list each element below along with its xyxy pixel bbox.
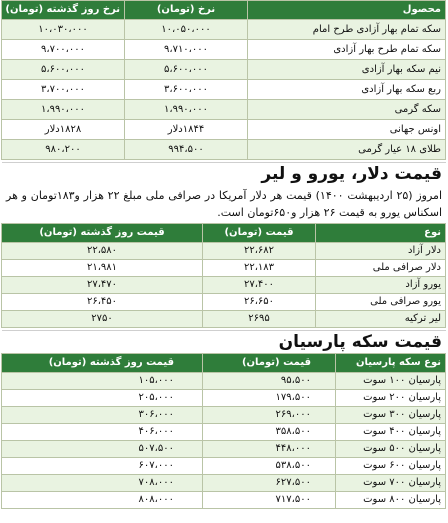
cell-price: ۱،۹۹۰،۰۰۰ <box>125 100 248 120</box>
cell-prev-price: ۸۰۸،۰۰۰ <box>2 492 203 509</box>
cell-type: دلار آزاد <box>316 243 446 260</box>
parsian-section-title: قیمت سکه پارسیان <box>278 332 442 352</box>
cell-price: ۱۷۹،۵۰۰ <box>203 390 336 407</box>
column-header-coin-type: نوع سکه پارسیان <box>336 354 446 373</box>
currency-paragraph: امروز (۲۵ اردیبهشت ۱۴۰۰) قیمت هر دلار آمریکا در صرافی ملی مبلغ ۲۲ هزار و۱۸۳تومان و هر اسکناس یورو به قیمت ۲۶ هزار و۶۵۰تومان است. <box>6 189 443 219</box>
table-row <box>2 120 446 140</box>
cell-price: ۶۲۷،۵۰۰ <box>203 475 336 492</box>
table-row <box>2 407 446 424</box>
cell-prev-price: ۱۰۵،۰۰۰ <box>2 373 203 390</box>
table-header-row <box>2 224 446 243</box>
table-row <box>2 140 446 160</box>
cell-coin-type: پارسیان ۸۰۰ سوت <box>336 492 446 509</box>
column-header-type: نوع <box>316 224 446 243</box>
table-row <box>2 260 446 277</box>
column-header-price: قیمت (تومان) <box>203 224 316 243</box>
table-row <box>2 100 446 120</box>
parsian-coin-table <box>1 353 446 509</box>
cell-coin-type: پارسیان ۱۰۰ سوت <box>336 373 446 390</box>
cell-coin-type: پارسیان ۴۰۰ سوت <box>336 424 446 441</box>
table-row <box>2 243 446 260</box>
cell-price: ۹۹۴،۵۰۰ <box>125 140 248 160</box>
cell-price: ۱۰،۰۵۰،۰۰۰ <box>125 20 248 40</box>
currency-prices-table <box>1 223 446 328</box>
table-row <box>2 40 446 60</box>
cell-type: دلار صرافی ملی <box>316 260 446 277</box>
table-row <box>2 373 446 390</box>
cell-price: ۹۵،۵۰۰ <box>203 373 336 390</box>
cell-price: ۵۳۸،۵۰۰ <box>203 458 336 475</box>
cell-price: ۵،۶۰۰،۰۰۰ <box>125 60 248 80</box>
cell-prev-price: ۱۸۲۸دلار <box>2 120 125 140</box>
column-header-price: نرخ (تومان) <box>125 1 248 20</box>
column-header-prev-price: قیمت روز گذشته (تومان) <box>2 224 203 243</box>
cell-prev-price: ۲۷۵۰ <box>2 311 203 328</box>
table-row <box>2 475 446 492</box>
cell-prev-price: ۲۶،۴۵۰ <box>2 294 203 311</box>
cell-prev-price: ۶۰۷،۰۰۰ <box>2 458 203 475</box>
cell-price: ۲۶،۶۵۰ <box>203 294 316 311</box>
table-row <box>2 20 446 40</box>
cell-coin-type: پارسیان ۷۰۰ سوت <box>336 475 446 492</box>
coin-prices-table <box>1 0 446 160</box>
cell-coin-type: پارسیان ۳۰۰ سوت <box>336 407 446 424</box>
table-header-row <box>2 1 446 20</box>
currency-section-title: قیمت دلار، یورو و لیر <box>261 164 442 184</box>
cell-product: نیم سکه بهار آزادی <box>248 60 446 80</box>
cell-price: ۲۷،۴۰۰ <box>203 277 316 294</box>
cell-price: ۱۸۴۴دلار <box>125 120 248 140</box>
column-header-product: محصول <box>248 1 446 20</box>
cell-coin-type: پارسیان ۲۰۰ سوت <box>336 390 446 407</box>
table-row <box>2 277 446 294</box>
cell-prev-price: ۵۰۷،۵۰۰ <box>2 441 203 458</box>
cell-prev-price: ۳۰۶،۰۰۰ <box>2 407 203 424</box>
cell-type: یورو صرافی ملی <box>316 294 446 311</box>
table-row <box>2 390 446 407</box>
table-row <box>2 60 446 80</box>
column-header-prev-price: نرخ روز گذشته (تومان) <box>2 1 125 20</box>
cell-prev-price: ۳،۷۰۰،۰۰۰ <box>2 80 125 100</box>
cell-prev-price: ۲۱،۹۸۱ <box>2 260 203 277</box>
cell-price: ۳،۶۰۰،۰۰۰ <box>125 80 248 100</box>
column-header-prev-price: قیمت روز گذشته (تومان) <box>2 354 203 373</box>
cell-type: لیر ترکیه <box>316 311 446 328</box>
cell-prev-price: ۲۰۵،۰۰۰ <box>2 390 203 407</box>
cell-prev-price: ۱،۹۹۰،۰۰۰ <box>2 100 125 120</box>
cell-prev-price: ۲۲،۵۸۰ <box>2 243 203 260</box>
cell-product: ربع سکه بهار آزادی <box>248 80 446 100</box>
cell-prev-price: ۲۷،۴۷۰ <box>2 277 203 294</box>
cell-product: سکه گرمی <box>248 100 446 120</box>
cell-price: ۷۱۷،۵۰۰ <box>203 492 336 509</box>
cell-price: ۹،۷۱۰،۰۰۰ <box>125 40 248 60</box>
column-header-price: قیمت (تومان) <box>203 354 336 373</box>
cell-prev-price: ۴۰۶،۰۰۰ <box>2 424 203 441</box>
table-row <box>2 424 446 441</box>
table-row <box>2 311 446 328</box>
cell-product: سکه تمام بهار آزادی طرح امام <box>248 20 446 40</box>
table-row <box>2 294 446 311</box>
cell-price: ۲۲،۶۸۲ <box>203 243 316 260</box>
cell-prev-price: ۹۸۰،۲۰۰ <box>2 140 125 160</box>
table-row <box>2 458 446 475</box>
table-row <box>2 492 446 509</box>
cell-prev-price: ۵،۶۰۰،۰۰۰ <box>2 60 125 80</box>
cell-price: ۴۴۸،۰۰۰ <box>203 441 336 458</box>
cell-product: طلای ۱۸ عیار گرمی <box>248 140 446 160</box>
table-header-row <box>2 354 446 373</box>
cell-price: ۳۵۸،۵۰۰ <box>203 424 336 441</box>
cell-prev-price: ۹،۷۰۰،۰۰۰ <box>2 40 125 60</box>
table-row <box>2 80 446 100</box>
cell-product: اونس جهانی <box>248 120 446 140</box>
cell-price: ۲۶۹۵ <box>203 311 316 328</box>
cell-prev-price: ۱۰،۰۳۰،۰۰۰ <box>2 20 125 40</box>
cell-price: ۲۶۹،۰۰۰ <box>203 407 336 424</box>
cell-price: ۲۲،۱۸۳ <box>203 260 316 277</box>
cell-type: یورو آزاد <box>316 277 446 294</box>
cell-coin-type: پارسیان ۶۰۰ سوت <box>336 458 446 475</box>
cell-product: سکه تمام طرح بهار آزادی <box>248 40 446 60</box>
table-row <box>2 441 446 458</box>
cell-prev-price: ۷۰۸،۰۰۰ <box>2 475 203 492</box>
cell-coin-type: پارسیان ۵۰۰ سوت <box>336 441 446 458</box>
